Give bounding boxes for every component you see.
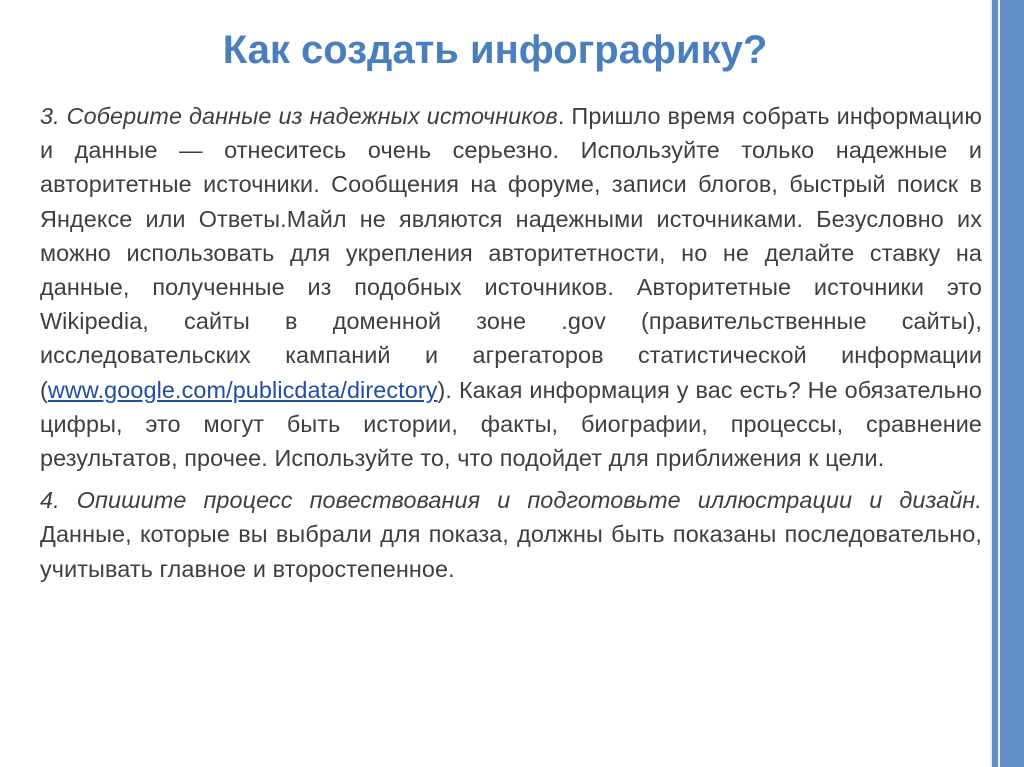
- step-4-heading: 4. Опишите процесс повествования и подготовьте иллюстрации и дизайн.: [40, 487, 982, 514]
- paragraph-step-3: [40, 99, 982, 475]
- right-accent-bar: [990, 0, 1024, 767]
- step-3-heading: 3. Соберите данные из надежных источников: [40, 103, 558, 129]
- right-accent-line: [998, 0, 1000, 767]
- paragraph-step-4: [40, 483, 982, 586]
- slide-body: [40, 99, 982, 594]
- step-3-text-part-1: . Пришло время собрать информацию и данные — отнеситесь очень серьезно. Используйте только надежные и авторитетные источники. Сообщения на форуме, записи блогов, быстрый поиск в Яндексе или Ответы.Майл не являются надежными источниками. Безусловно их можно использовать для укрепления авторитетности, но не делайте ставку на данные, полученные из подобных источников. Авторитетные источники это Wikipedia, сайты в доменной зоне .gov (правительственные сайты), исследовательских кампаний и агрегаторов статистической информации (: [40, 103, 982, 403]
- step-3-text-part-2: ). Какая информация у вас есть? Не обязательно цифры, это могут быть истории, факты, биографии, процессы, сравнение результатов, прочее. Используйте то, что подойдет для приближения к цели.: [40, 376, 982, 472]
- slide-title: Как создать инфографику?: [222, 28, 768, 72]
- step-4-text: Данные, которые вы выбрали для показа, должны быть показаны последовательно, учитывать главное и второстепенное.: [40, 521, 982, 582]
- publicdata-directory-link[interactable]: www.google.com/publicdata/directory: [47, 376, 438, 403]
